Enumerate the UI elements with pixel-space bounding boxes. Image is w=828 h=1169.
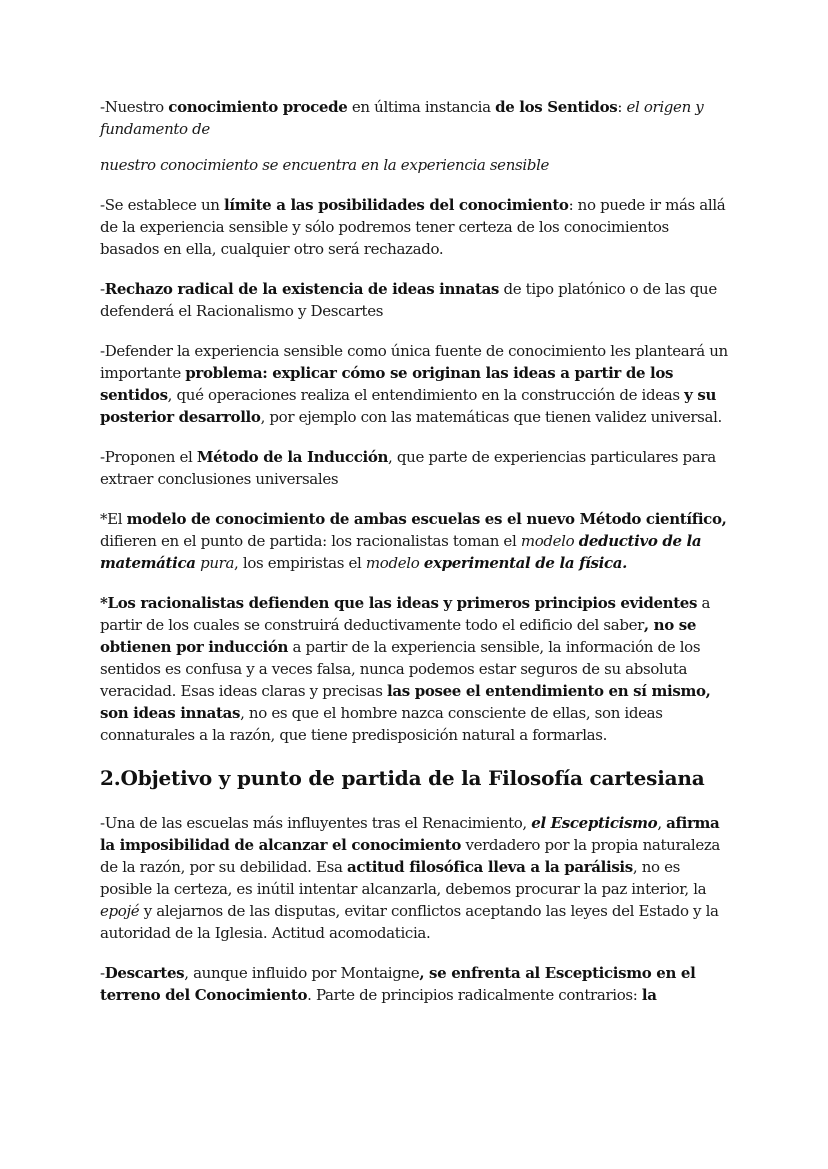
text-run: : [617, 98, 627, 116]
text-run: *Los racionalistas defienden que las ideas y primeros principios evidentes [100, 594, 698, 612]
text-run: , que parte de experiencias particulares para extraer conclusiones universales [100, 448, 716, 488]
text-run: -Se establece un [100, 196, 224, 214]
text-run: a partir de la experiencia sensible, la información de los sentidos es confusa y a veces falsa, nunca podemos estar seguros de su absoluta veracidad. Esas ideas claras y precisas [100, 638, 701, 700]
text-run: límite a las posibilidades del conocimiento [224, 196, 569, 214]
text-run: de los Sentidos [495, 98, 618, 116]
text-run: y su posterior desarrollo [100, 386, 716, 426]
text-run: , por ejemplo con las matemáticas que tienen validez universal. [260, 408, 722, 426]
section-empirismo [100, 96, 728, 746]
text-run: , no es posible la certeza, es inútil intentar alcanzarla, debemos procurar la paz interior, la [100, 858, 707, 898]
text-run: Método de la Inducción [196, 448, 389, 466]
text-run: , se enfrenta al Escepticismo en el terreno del Conocimiento [100, 964, 696, 1004]
text-run: modelo de conocimiento de ambas escuelas es el nuevo Método científico, [126, 510, 727, 528]
paragraph [100, 194, 728, 260]
text-run: verdadero por la propia naturaleza de la razón, por su debilidad. Esa [100, 836, 720, 876]
text-run: pura [200, 554, 235, 572]
text-run: en última instancia [347, 98, 496, 116]
text-run: nuestro conocimiento se encuentra en la experiencia sensible [100, 156, 550, 174]
text-run: , los empiristas el [234, 554, 366, 572]
text-run: Rechazo radical de la existencia de ideas innatas [104, 280, 500, 298]
text-run: , aunque influido por Montaigne [184, 964, 420, 982]
text-run: : no puede ir más allá de la experiencia sensible y sólo podremos tener certeza de los conocimientos basados en ella, cualquier otro será rechazado. [100, 196, 726, 258]
text-run [424, 554, 627, 572]
section-heading: 2.Objetivo y punto de partida de la Filosofía cartesiana [100, 766, 705, 790]
paragraph [100, 278, 728, 322]
text-run: y alejarnos de las disputas, evitar conflictos aceptando las leyes del Estado y la autoridad de la Iglesia. Actitud acomodaticia. [100, 902, 719, 942]
text-run: , no se obtienen por inducción [100, 616, 697, 656]
text-run: modelo [520, 532, 575, 550]
text-run: - [100, 964, 105, 982]
text-run: , no es que el hombre nazca consciente de ellas, son ideas connaturales a la razón, que tiene predisposición natural a formarlas. [100, 704, 663, 744]
text-run: problema: explicar cómo se originan las ideas a partir de los sentidos [100, 364, 674, 404]
text-run: modelo [365, 554, 420, 572]
text-run: Descartes [104, 964, 185, 982]
text-run: . Parte de principios radicalmente contrarios: [307, 986, 642, 1004]
text-run: las posee el entendimiento en sí mismo, son ideas innatas [100, 682, 711, 722]
text-run: la [641, 986, 657, 1004]
text-run: el Escepticismo [531, 814, 658, 832]
text-run: difieren en el punto de partida: los racionalistas toman el [100, 532, 521, 550]
text-run: afirma la imposibilidad de alcanzar el conocimiento [100, 814, 720, 854]
text-run: experimental de la física. [423, 554, 627, 572]
text-run [531, 814, 657, 832]
document-page [100, 96, 728, 1024]
text-run: , [657, 814, 667, 832]
text-run: - [100, 280, 105, 298]
text-run: epojé [100, 902, 140, 920]
paragraph [100, 508, 728, 574]
section-descartes [100, 812, 728, 1006]
text-run: -Nuestro [100, 98, 169, 116]
paragraph [100, 154, 728, 176]
text-run: , qué operaciones realiza el entendimiento en la construcción de ideas [167, 386, 685, 404]
paragraph [100, 446, 728, 490]
paragraph [100, 812, 728, 944]
text-run: -Proponen el [100, 448, 197, 466]
paragraph [100, 962, 728, 1006]
text-run: de tipo platónico o de las que defenderá el Racionalismo y Descartes [100, 280, 717, 320]
paragraph [100, 592, 728, 746]
paragraph [100, 96, 728, 140]
text-run: el origen y fundamento de [100, 98, 704, 138]
text-run: conocimiento procede [168, 98, 348, 116]
text-run: -Defender la experiencia sensible como única fuente de conocimiento les planteará un importante [100, 342, 728, 382]
text-run: actitud filosófica lleva a la parálisis [346, 858, 633, 876]
text-run: a partir de los cuales se construirá deductivamente todo el edificio del saber [100, 594, 711, 634]
text-run: *El [100, 510, 127, 528]
paragraph [100, 340, 728, 428]
text-run: deductivo de la matemática [100, 532, 702, 572]
text-run: -Una de las escuelas más influyentes tras el Renacimiento, [100, 814, 532, 832]
